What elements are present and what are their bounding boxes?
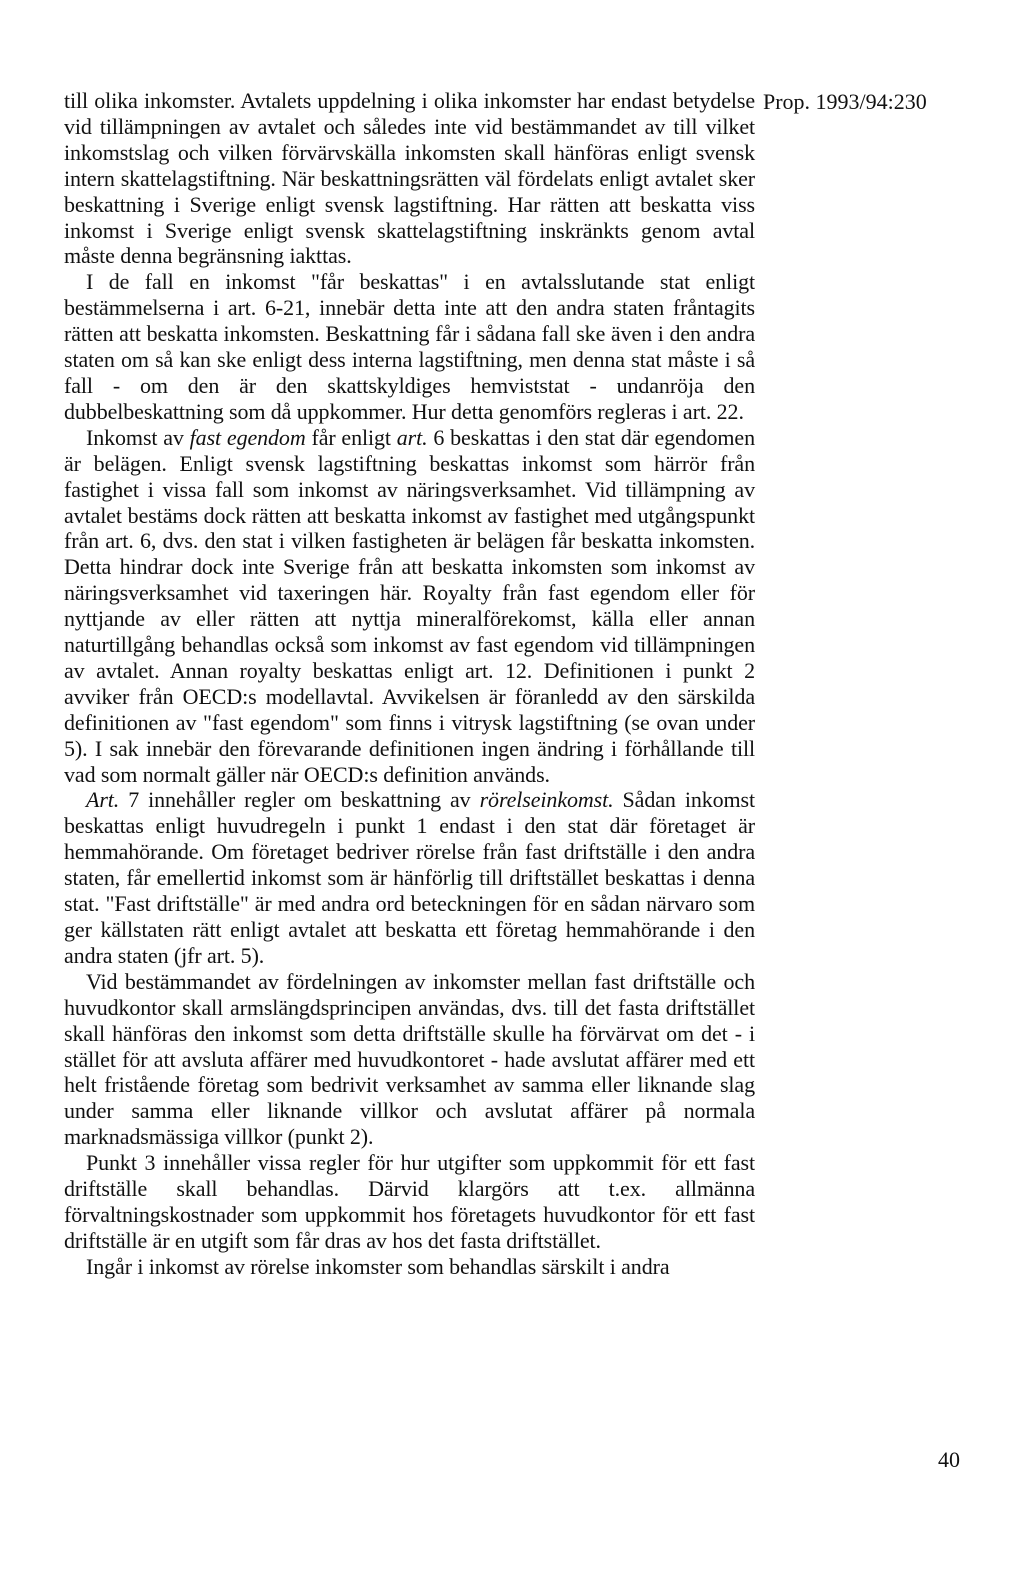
paragraph-3-mid: får enligt bbox=[305, 424, 397, 450]
paragraph-1: till olika inkomster. Avtalets uppdelning i olika inkomster har endast betydelse vid tillämpningen av avtalet och således inte vid bestämmandet av till vilket inkomstslag och vilken förvärvskälla inkomsten skall hänföras enligt svensk intern skattelagstiftning. När beskattningsrätten väl fördelats enligt avtalet sker beskattning i Sverige enligt svensk lagstiftning. Har rätten att beskatta viss inkomst i Sverige enligt svensk skattelagstiftning inskränkts genom avtal måste denna begränsning iakttas. bbox=[64, 88, 755, 269]
paragraph-3-rest: 6 beskattas i den stat där egendomen är belägen. Enligt svensk lagstiftning beskattas inkomst som härrör från fastighet i vissa fall som inkomst av näringsverksamhet. Vid tillämpning av avtalet bestäms dock rätten att beskatta inkomst av fastighet med utgångspunkt från art. 6, dvs. den stat i vilken fastigheten är belägen får beskatta inkomsten. Detta hindrar dock inte Sverige från att beskatta inkomsten som inkomst av näringsverksamhet vid taxeringen här. Royalty från fast egendom eller för nyttjande av eller rätten att nyttja mineralförekomst, källa eller annan naturtillgång behandlas också som inkomst av fast egendom vid tillämpningen av avtalet. Annan royalty beskattas enligt art. 12. Definitionen i punkt 2 avviker från OECD:s modellavtal. Avvikelsen är föranledd av den särskilda definitionen av "fast egendom" som finns i vitrysk lagstiftning (se ovan under 5). I sak innebär den förevarande definitionen ingen ändring i förhållande till vad som normalt gäller när OECD:s definition används. bbox=[64, 424, 755, 787]
page-number: 40 bbox=[938, 1447, 960, 1472]
paragraph-3-lead: Inkomst av bbox=[86, 424, 190, 450]
paragraph-4-rest: Sådan inkomst beskattas enligt huvudregeln i punkt 1 endast i den stat där företaget är hemmahörande. Om företaget bedriver rörelse från fast driftställe i den andra staten, får emellertid inkomst som är hänförlig till driftstället beskattas i denna stat. "Fast driftställe" är med andra ord beteckningen för en sådan närvaro som ger källstaten rätt enligt avtalet att beskatta ett företag hemmahörande i den andra staten (jfr art. 5). bbox=[64, 787, 756, 968]
paragraph-3-emphasis-fast-egendom: fast egendom bbox=[189, 424, 306, 450]
paragraph-3-emphasis-art: art. bbox=[396, 424, 428, 450]
paragraph-4-emphasis-rorelseinkomst: rörelseinkomst. bbox=[479, 787, 614, 813]
paragraph-5: Vid bestämmandet av fördelningen av inkomster mellan fast driftställe och huvudkontor skall armslängdsprincipen användas, dvs. till det fasta driftstället skall hänföras den inkomst som detta driftställe skulle ha förvärvat om det - i stället för att avsluta affärer med huvudkontoret - hade avslutat affärer med ett helt fristående företag som bedrivit verksamhet av samma eller liknande slag under samma eller liknande villkor och avslutat affärer på normala marknadsmässiga villkor (punkt 2). bbox=[64, 968, 755, 1150]
paragraph-2: I de fall en inkomst "får beskattas" i en avtalsslutande stat enligt bestämmelserna i art. 6-21, innebär detta inte att den andra staten fråntagits rätten att beskatta inkomsten. Beskattning får i sådana fall ske även i den andra staten om så kan ske enligt dess interna lagstiftning, men denna stat måste i så fall - om den är den skattskyldiges hemviststat - undanröja den dubbelbeskattning som då uppkommer. Hur detta genomförs regleras i art. 22. bbox=[64, 269, 755, 424]
paragraph-3 bbox=[64, 425, 755, 788]
paragraph-4-emphasis-art: Art. bbox=[86, 787, 120, 813]
proposition-label: Prop. 1993/94:230 bbox=[763, 89, 927, 114]
document-body bbox=[64, 88, 755, 1280]
paragraph-4 bbox=[64, 787, 755, 968]
paragraph-7: Ingår i inkomst av rörelse inkomster som behandlas särskilt i andra bbox=[86, 1253, 670, 1279]
paragraph-4-mid: 7 innehåller regler om beskattning av bbox=[119, 787, 480, 813]
paragraph-6: Punkt 3 innehåller vissa regler för hur utgifter som uppkommit för ett fast driftställe skall behandlas. Därvid klargörs att t.ex. allmänna förvaltningskostnader som uppkommit hos företagets huvudkontor för ett fast driftställe är en utgift som får dras av hos det fasta driftstället. bbox=[64, 1150, 755, 1253]
